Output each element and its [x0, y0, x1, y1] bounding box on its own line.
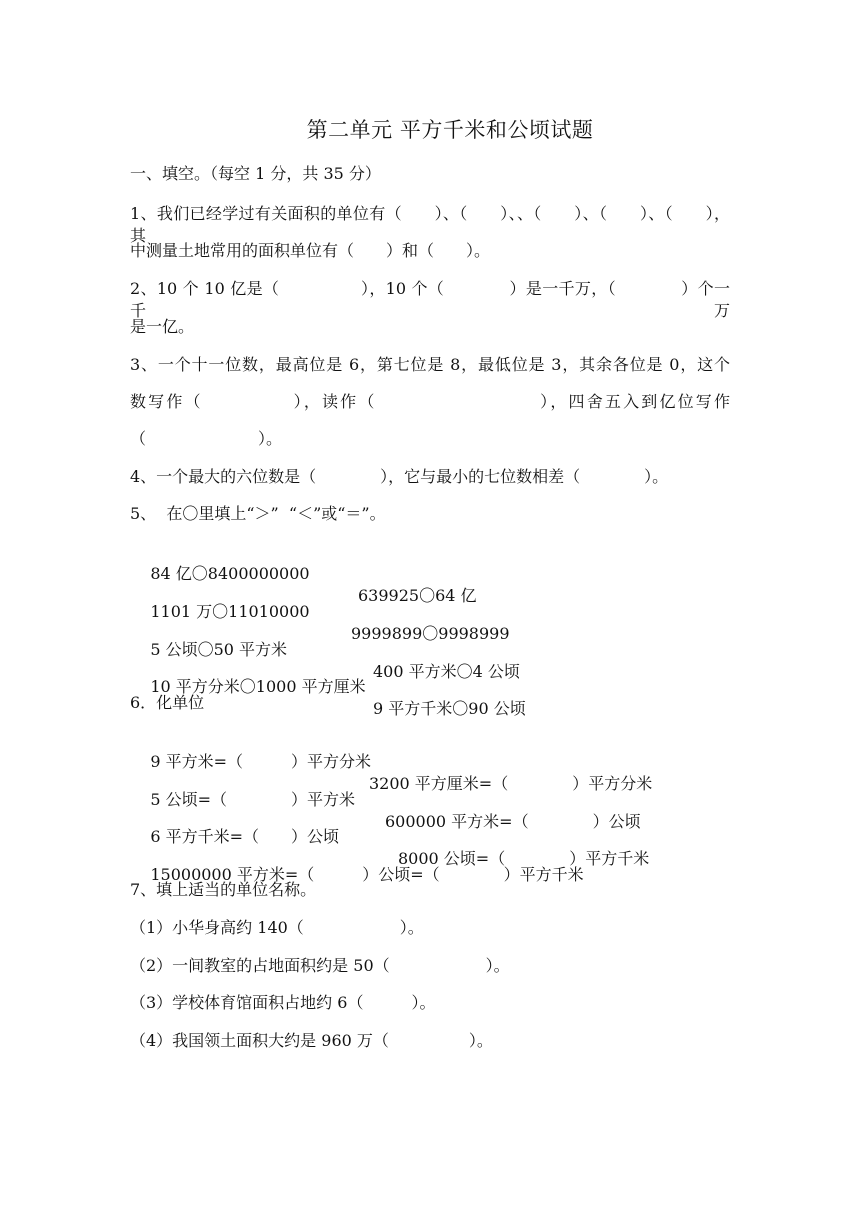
question-3-line-2: 数写作（ ），读作（ ），四舍五入到亿位写作	[130, 392, 730, 411]
question-7-item: （2）一间教室的占地面积约是 50（ ）。	[130, 956, 510, 975]
question-5-heading: 5、 在〇里填上“＞” “＜”或“＝”。	[130, 504, 386, 523]
compare-right: 400 平方米〇4 公顷	[373, 662, 520, 681]
compare-right: 9 平方千米〇90 公顷	[373, 699, 526, 718]
compare-right: 639925〇64 亿	[358, 586, 477, 605]
compare-left: 1101 万〇11010000	[150, 602, 310, 621]
question-7-item: （1）小华身高约 140（ ）。	[130, 918, 424, 937]
question-7-item: （3）学校体育馆面积占地约 6（ ）。	[130, 993, 436, 1012]
conversion-right: 600000 平方米=（ ）公顷	[385, 812, 641, 831]
compare-right: 9999899〇9998999	[351, 624, 510, 643]
conversion-left: 5 公顷=（ ）平方米	[150, 790, 356, 809]
question-6-heading: 6．化单位	[130, 693, 205, 712]
question-3-line-3: （ ）。	[130, 429, 283, 448]
question-2-line-2: 是一亿。	[130, 317, 195, 336]
conversion-left: 15000000 平方米=（ ）公顷=（ ）平方千米	[150, 865, 584, 884]
conversion-right: 8000 公顷=（ ）平方千米	[398, 849, 650, 868]
question-1-line-1: 1、我们已经学过有关面积的单位有（ ）、（ ）、、（ ）、（ ）、（ ），其	[130, 204, 730, 245]
question-2-line-1: 2、10 个 10 亿是（ ），10 个（ ）是一千万，（ ）个一千万	[130, 279, 730, 320]
compare-left: 84 亿〇8400000000	[150, 564, 310, 583]
question-4: 4、一个最大的六位数是（ ），它与最小的七位数相差（ ）。	[130, 467, 669, 486]
section-heading: 一、填空。（每空 1 分，共 35 分）	[130, 164, 381, 183]
conversion-left: 9 平方米=（ ）平方分米	[150, 752, 372, 771]
question-7-heading: 7、填上适当的单位名称。	[130, 880, 317, 899]
conversion-left: 6 平方千米=（ ）公顷	[150, 827, 340, 846]
compare-left: 5 公顷〇50 平方米	[150, 640, 288, 659]
page-title: 第二单元 平方千米和公顷试题	[306, 118, 594, 142]
question-1-line-2: 中测量土地常用的面积单位有（ ）和（ ）。	[130, 241, 491, 260]
compare-left: 10 平方分米〇1000 平方厘米	[150, 677, 366, 696]
question-3-line-1: 3、一个十一位数，最高位是 6，第七位是 8，最低位是 3，其余各位是 0，这个	[130, 355, 730, 374]
question-7-item: （4）我国领土面积大约是 960 万（ ）。	[130, 1031, 493, 1050]
conversion-right: 3200 平方厘米=（ ）平方分米	[369, 774, 653, 793]
